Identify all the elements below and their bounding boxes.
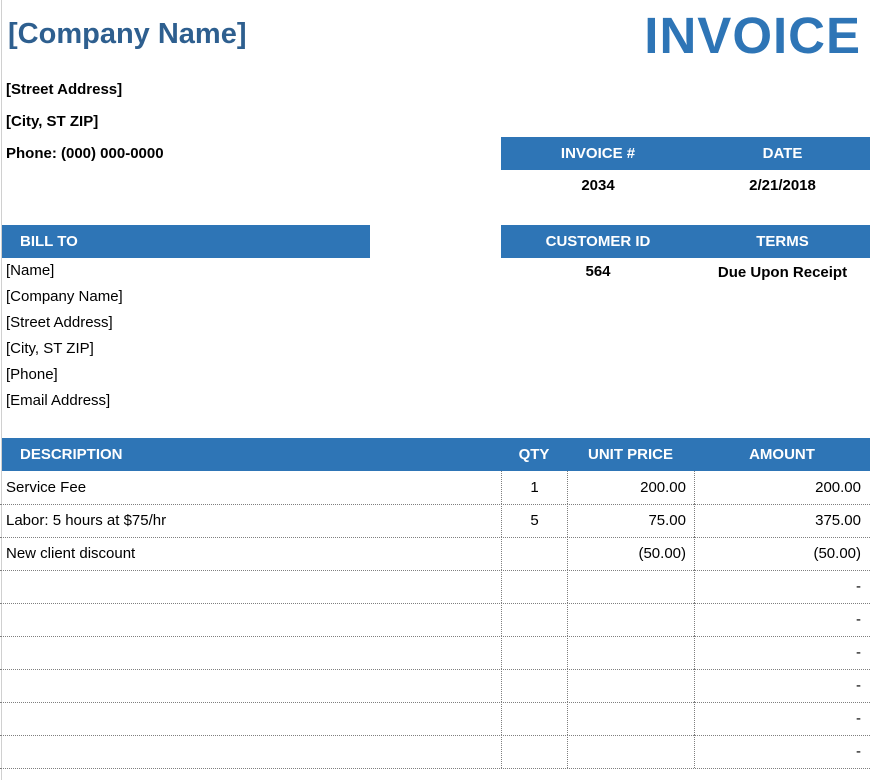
invoice-title: INVOICE xyxy=(644,7,861,64)
column-qty: QTY xyxy=(518,446,550,463)
item-amount[interactable]: - xyxy=(694,636,870,669)
item-description[interactable] xyxy=(0,570,501,603)
column-unit-price: UNIT PRICE xyxy=(587,446,673,463)
item-qty[interactable] xyxy=(501,702,567,735)
item-description[interactable] xyxy=(0,603,501,636)
item-qty[interactable] xyxy=(501,669,567,702)
bill-to-street[interactable]: [Street Address] xyxy=(6,314,113,331)
column-description: DESCRIPTION xyxy=(20,446,123,463)
invoice-number-label: INVOICE # xyxy=(560,145,636,162)
item-qty[interactable]: 1 xyxy=(501,471,567,504)
item-amount[interactable]: - xyxy=(694,603,870,636)
item-qty[interactable] xyxy=(501,636,567,669)
item-unit-price[interactable] xyxy=(567,702,694,735)
table-row xyxy=(0,603,870,637)
item-amount[interactable]: 200.00 xyxy=(694,471,870,504)
item-description[interactable] xyxy=(0,669,501,702)
terms-label: TERMS xyxy=(756,233,809,250)
customer-id-value[interactable]: 564 xyxy=(585,263,611,280)
item-amount[interactable]: - xyxy=(694,669,870,702)
company-name[interactable]: [Company Name] xyxy=(8,18,247,50)
table-row xyxy=(0,735,870,769)
item-amount[interactable]: - xyxy=(694,735,870,768)
bill-to-label: BILL TO xyxy=(20,233,78,250)
date-label: DATE xyxy=(762,145,803,162)
item-description[interactable] xyxy=(0,702,501,735)
bill-to-city[interactable]: [City, ST ZIP] xyxy=(6,340,94,357)
terms-value[interactable]: Due Upon Receipt xyxy=(717,264,848,281)
column-amount: AMOUNT xyxy=(749,446,815,463)
table-row xyxy=(0,669,870,703)
item-unit-price[interactable] xyxy=(567,636,694,669)
item-description[interactable] xyxy=(0,735,501,768)
item-unit-price[interactable] xyxy=(567,669,694,702)
invoice-date-header xyxy=(501,137,870,170)
item-amount[interactable]: - xyxy=(694,702,870,735)
item-amount[interactable]: (50.00) xyxy=(694,537,870,570)
item-unit-price[interactable]: 75.00 xyxy=(567,504,694,537)
customer-id-label: CUSTOMER ID xyxy=(545,233,651,250)
table-row xyxy=(0,471,870,505)
item-qty[interactable] xyxy=(501,570,567,603)
bill-to-phone[interactable]: [Phone] xyxy=(6,366,58,383)
bill-to-email[interactable]: [Email Address] xyxy=(6,392,111,409)
item-description[interactable]: New client discount xyxy=(6,545,136,562)
bill-to-header xyxy=(2,225,370,258)
item-unit-price[interactable] xyxy=(567,735,694,768)
company-street[interactable]: [Street Address] xyxy=(6,81,123,98)
company-phone[interactable]: Phone: (000) 000-0000 xyxy=(6,145,164,162)
item-qty[interactable]: 5 xyxy=(501,504,567,537)
item-unit-price[interactable]: (50.00) xyxy=(567,537,694,570)
item-qty[interactable] xyxy=(501,735,567,768)
table-row xyxy=(0,537,870,571)
item-description[interactable] xyxy=(0,636,501,669)
item-unit-price[interactable] xyxy=(567,570,694,603)
customer-terms-header xyxy=(501,225,870,258)
table-row xyxy=(0,636,870,670)
item-qty[interactable] xyxy=(501,537,567,570)
bill-to-name[interactable]: [Name] xyxy=(6,262,55,279)
date-value[interactable]: 2/21/2018 xyxy=(749,177,816,194)
item-description[interactable]: Service Fee xyxy=(6,479,87,496)
items-header xyxy=(2,438,870,471)
company-city[interactable]: [City, ST ZIP] xyxy=(6,113,99,130)
item-description[interactable]: Labor: 5 hours at $75/hr xyxy=(6,512,167,529)
bill-to-company[interactable]: [Company Name] xyxy=(6,288,123,305)
table-row xyxy=(0,570,870,604)
item-amount[interactable]: 375.00 xyxy=(694,504,870,537)
table-row xyxy=(0,702,870,736)
item-amount[interactable]: - xyxy=(694,570,870,603)
invoice-number-value[interactable]: 2034 xyxy=(581,177,615,194)
item-qty[interactable] xyxy=(501,603,567,636)
item-unit-price[interactable] xyxy=(567,603,694,636)
item-unit-price[interactable]: 200.00 xyxy=(567,471,694,504)
table-row xyxy=(0,504,870,538)
